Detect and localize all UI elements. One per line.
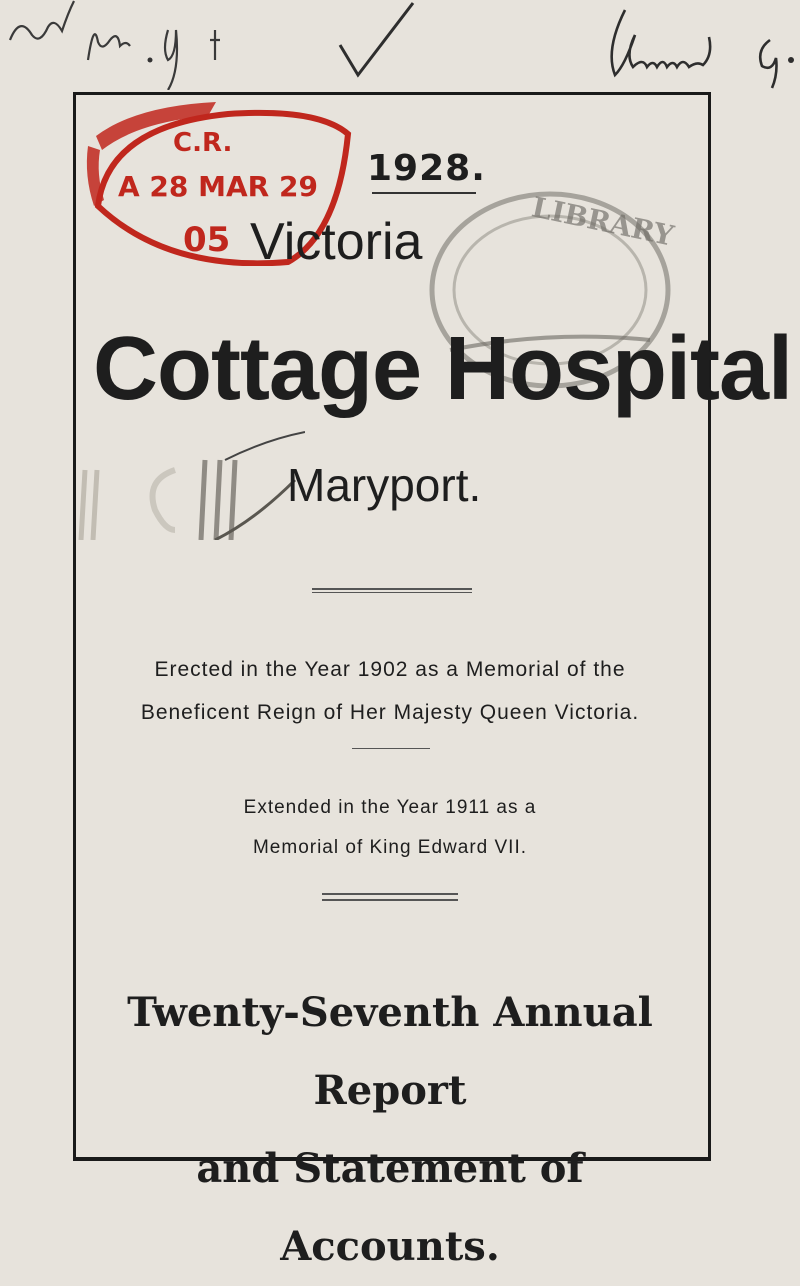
report-title bbox=[80, 974, 700, 1286]
extended-line-1: Extended in the Year 1911 as a bbox=[243, 797, 537, 818]
erected-paragraph bbox=[80, 648, 700, 734]
stamp-text-number: 05 bbox=[183, 220, 231, 260]
divider-rule-2 bbox=[312, 592, 472, 593]
year: 1928. bbox=[367, 148, 486, 189]
title-victoria: Victoria bbox=[250, 213, 423, 271]
report-title-line-2: and Statement of Accounts. bbox=[196, 1145, 584, 1270]
tick-mark bbox=[335, 0, 435, 80]
handwritten-annotation-right bbox=[595, 0, 800, 90]
erected-line-2: Beneficent Reign of Her Majesty Queen Victoria. bbox=[140, 701, 640, 724]
stamp-text-top: C.R. bbox=[173, 128, 233, 158]
report-title-line-1: Twenty-Seventh Annual Report bbox=[127, 989, 653, 1114]
double-rule-bottom bbox=[322, 899, 458, 901]
title-cottage-hospital: Cottage Hospital bbox=[93, 319, 793, 419]
handwritten-annotation-left bbox=[0, 0, 300, 90]
double-rule-top bbox=[322, 893, 458, 895]
erected-line-1: Erected in the Year 1902 as a Memorial of the bbox=[154, 658, 626, 681]
divider-rule-short bbox=[352, 748, 430, 749]
divider-rule bbox=[312, 588, 472, 590]
title-location: Maryport. bbox=[287, 459, 482, 511]
stamp-text-date: A 28 MAR 29 bbox=[118, 170, 318, 203]
faded-marks bbox=[75, 430, 305, 540]
seal-text: LIBRARY bbox=[528, 190, 677, 253]
extended-line-2: Memorial of King Edward VII. bbox=[252, 837, 528, 858]
extended-paragraph bbox=[80, 788, 700, 868]
